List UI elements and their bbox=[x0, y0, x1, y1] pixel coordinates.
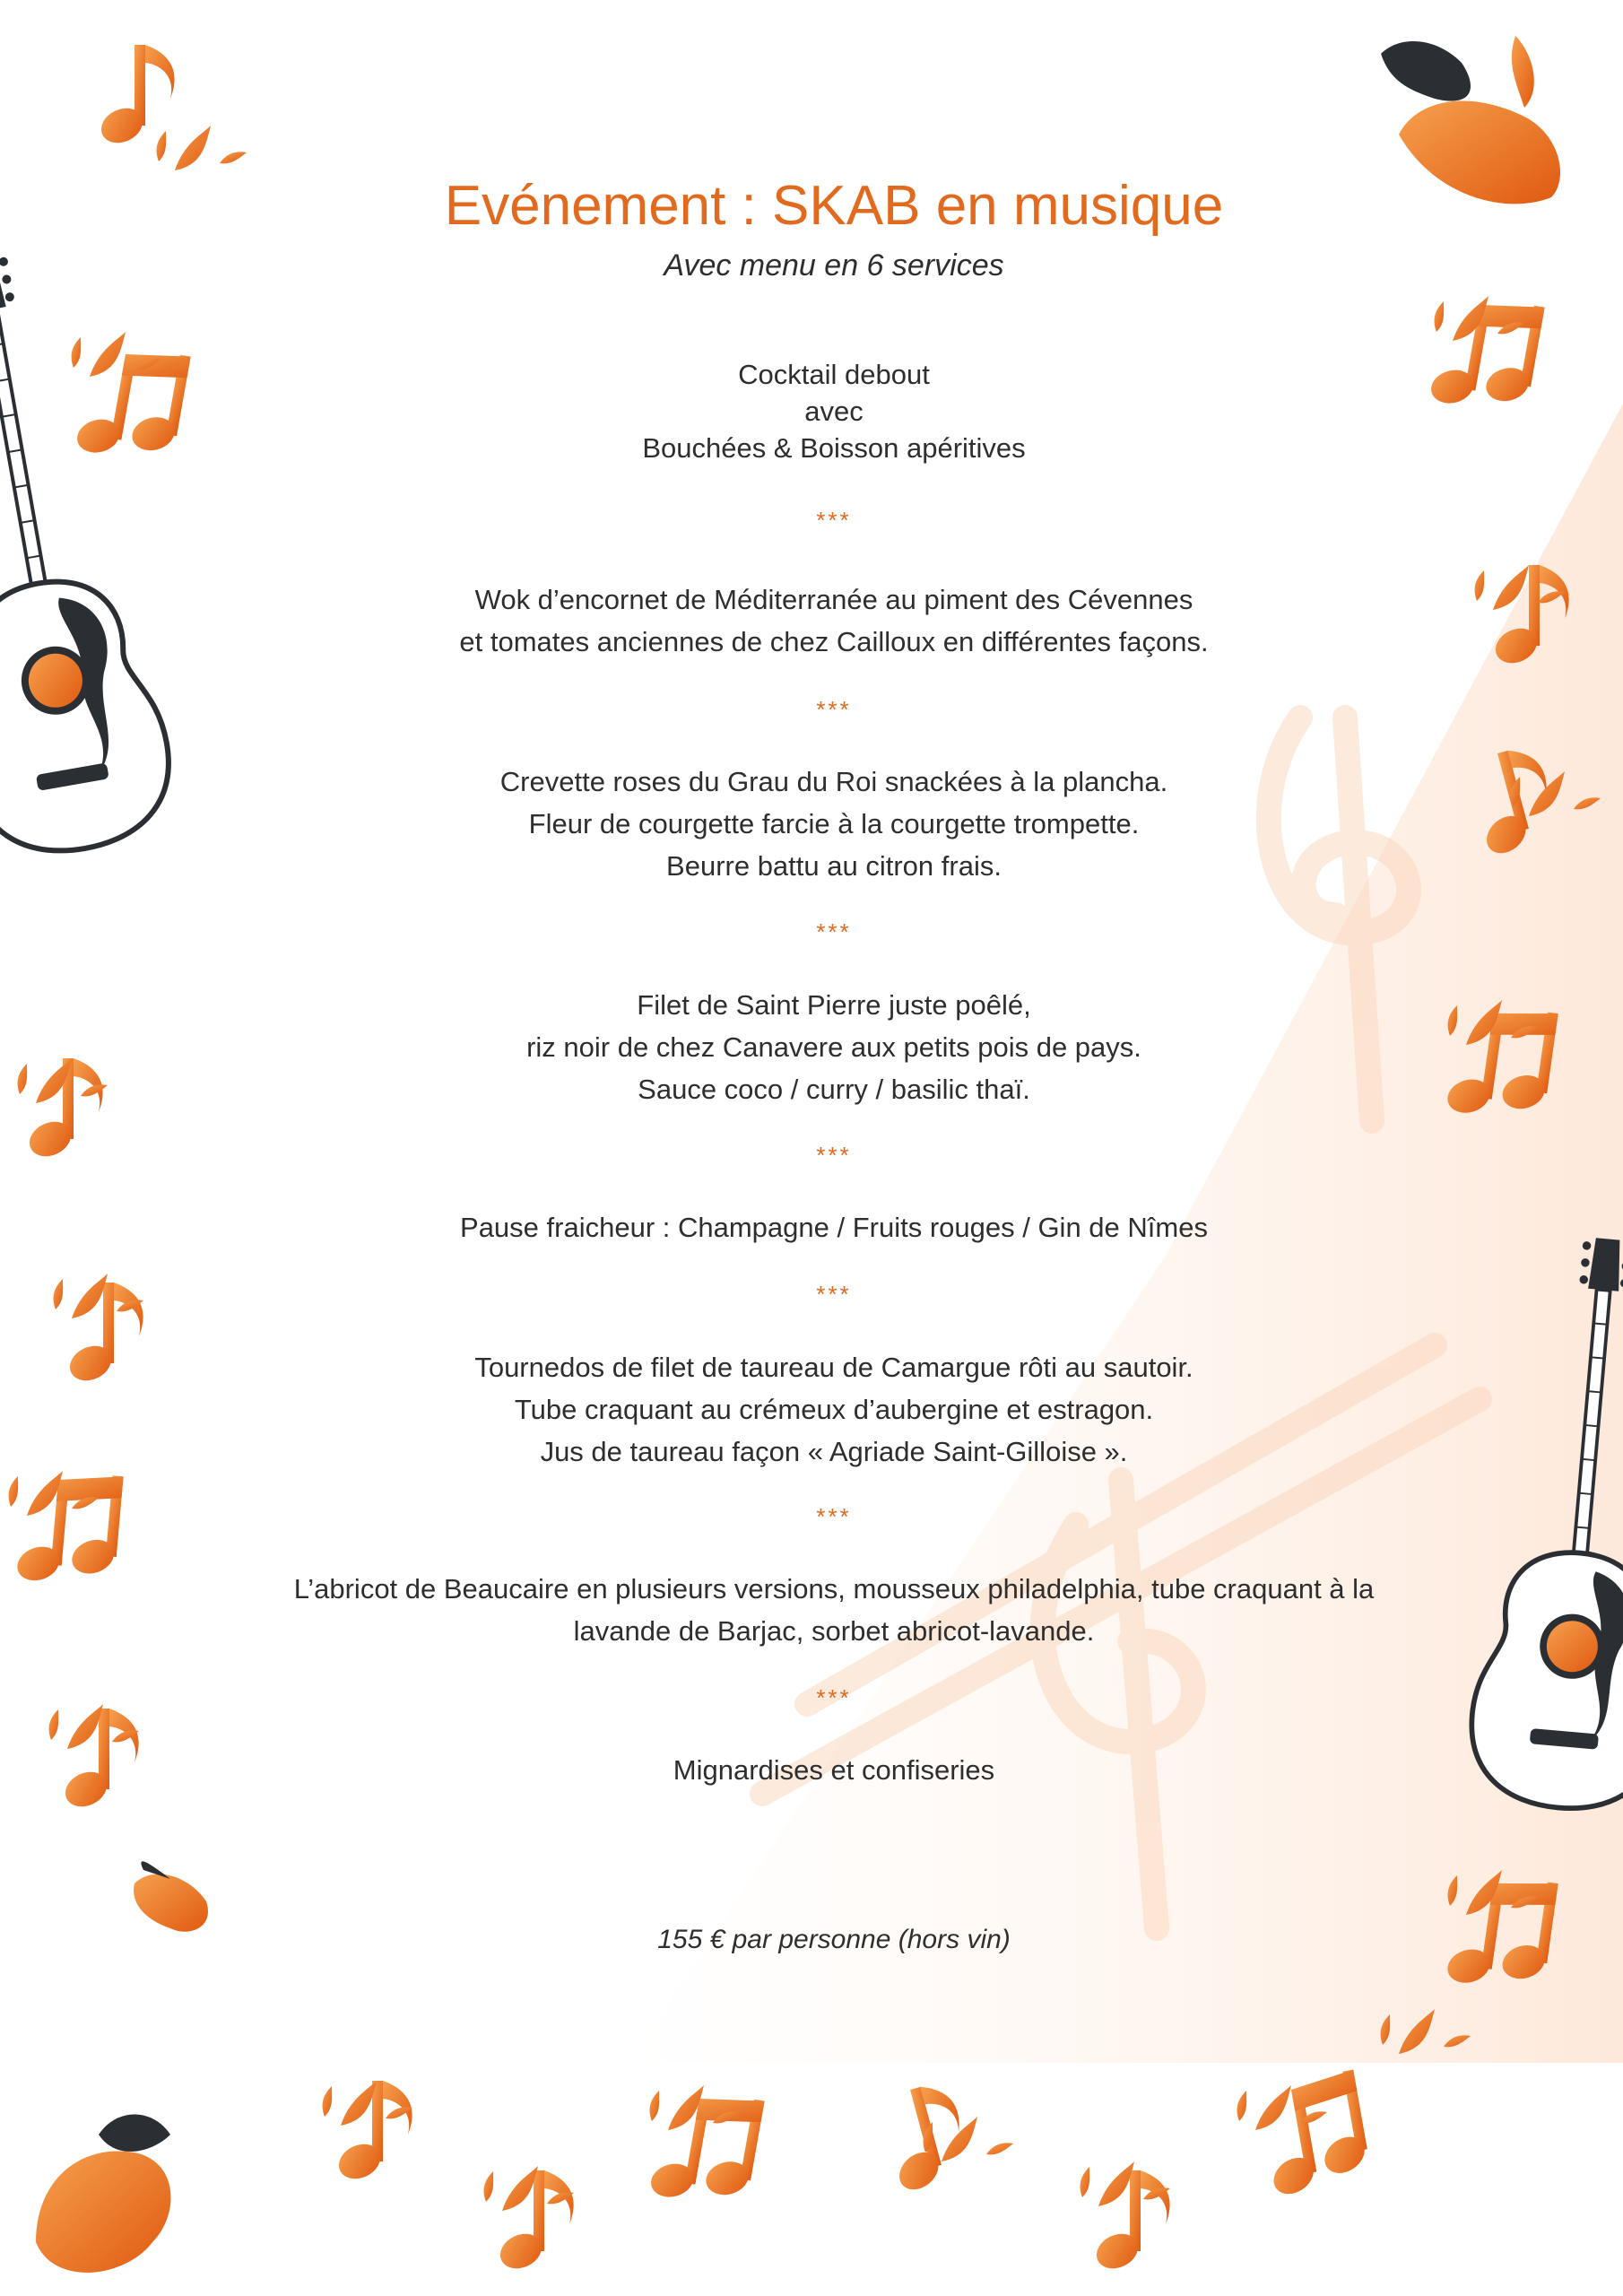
course-line: Wok d’encornet de Méditerranée au piment des Cévennes bbox=[474, 584, 1193, 615]
separator: *** bbox=[816, 918, 852, 945]
course-line: et tomates anciennes de chez Cailloux en différentes façons. bbox=[459, 626, 1209, 657]
separator: *** bbox=[816, 507, 852, 534]
course-starter bbox=[224, 578, 1444, 663]
course-pause bbox=[224, 1206, 1444, 1248]
course-line: Pause fraicheur : Champagne / Fruits rouges / Gin de Nîmes bbox=[460, 1212, 1208, 1243]
course-line: Beurre battu au citron frais. bbox=[666, 850, 1002, 882]
event-subtitle: Avec menu en 6 services bbox=[664, 248, 1004, 283]
price: 155 € par personne (hors vin) bbox=[657, 1925, 1011, 1954]
course-line: Fleur de courgette farcie à la courgette trompette. bbox=[528, 808, 1140, 839]
separator: *** bbox=[816, 1503, 852, 1530]
course-line: Tube craquant au crémeux d’aubergine et estragon. bbox=[514, 1394, 1154, 1425]
course-line: L’abricot de Beaucaire en plusieurs versions, mousseux philadelphia, tube craquant à la bbox=[293, 1573, 1375, 1605]
guitar-icon bbox=[0, 239, 182, 865]
course-line: Sauce coco / curry / basilic thaï. bbox=[638, 1074, 1030, 1105]
course-line: Filet de Saint Pierre juste poêlé, bbox=[637, 989, 1031, 1021]
separator: *** bbox=[816, 1684, 852, 1711]
separator: *** bbox=[816, 1281, 852, 1308]
course-cocktail bbox=[224, 356, 1444, 466]
event-title: Evénement : SKAB en musique bbox=[444, 175, 1224, 237]
course-line: Jus de taureau façon « Agriade Saint-Gilloise ». bbox=[540, 1436, 1128, 1467]
course-fish bbox=[224, 984, 1444, 1110]
course-dessert bbox=[224, 1568, 1444, 1652]
separator: *** bbox=[816, 696, 852, 723]
course-line: Mignardises et confiseries bbox=[673, 1754, 995, 1786]
course-line: Bouchées & Boisson apéritives bbox=[642, 432, 1026, 464]
course-line: lavande de Barjac, sorbet abricot-lavande. bbox=[573, 1615, 1095, 1647]
separator: *** bbox=[816, 1142, 852, 1169]
course-mignardises bbox=[224, 1749, 1444, 1791]
course-line: Crevette roses du Grau du Roi snackées à la plancha. bbox=[499, 766, 1168, 797]
course-beef bbox=[224, 1346, 1444, 1473]
course-shrimp bbox=[224, 761, 1444, 887]
course-line: avec bbox=[804, 396, 864, 427]
course-line: riz noir de chez Canavere aux petits pois de pays. bbox=[526, 1031, 1141, 1063]
course-line: Cocktail debout bbox=[738, 359, 930, 390]
course-line: Tournedos de filet de taureau de Camargue rôti au sautoir. bbox=[474, 1352, 1193, 1383]
